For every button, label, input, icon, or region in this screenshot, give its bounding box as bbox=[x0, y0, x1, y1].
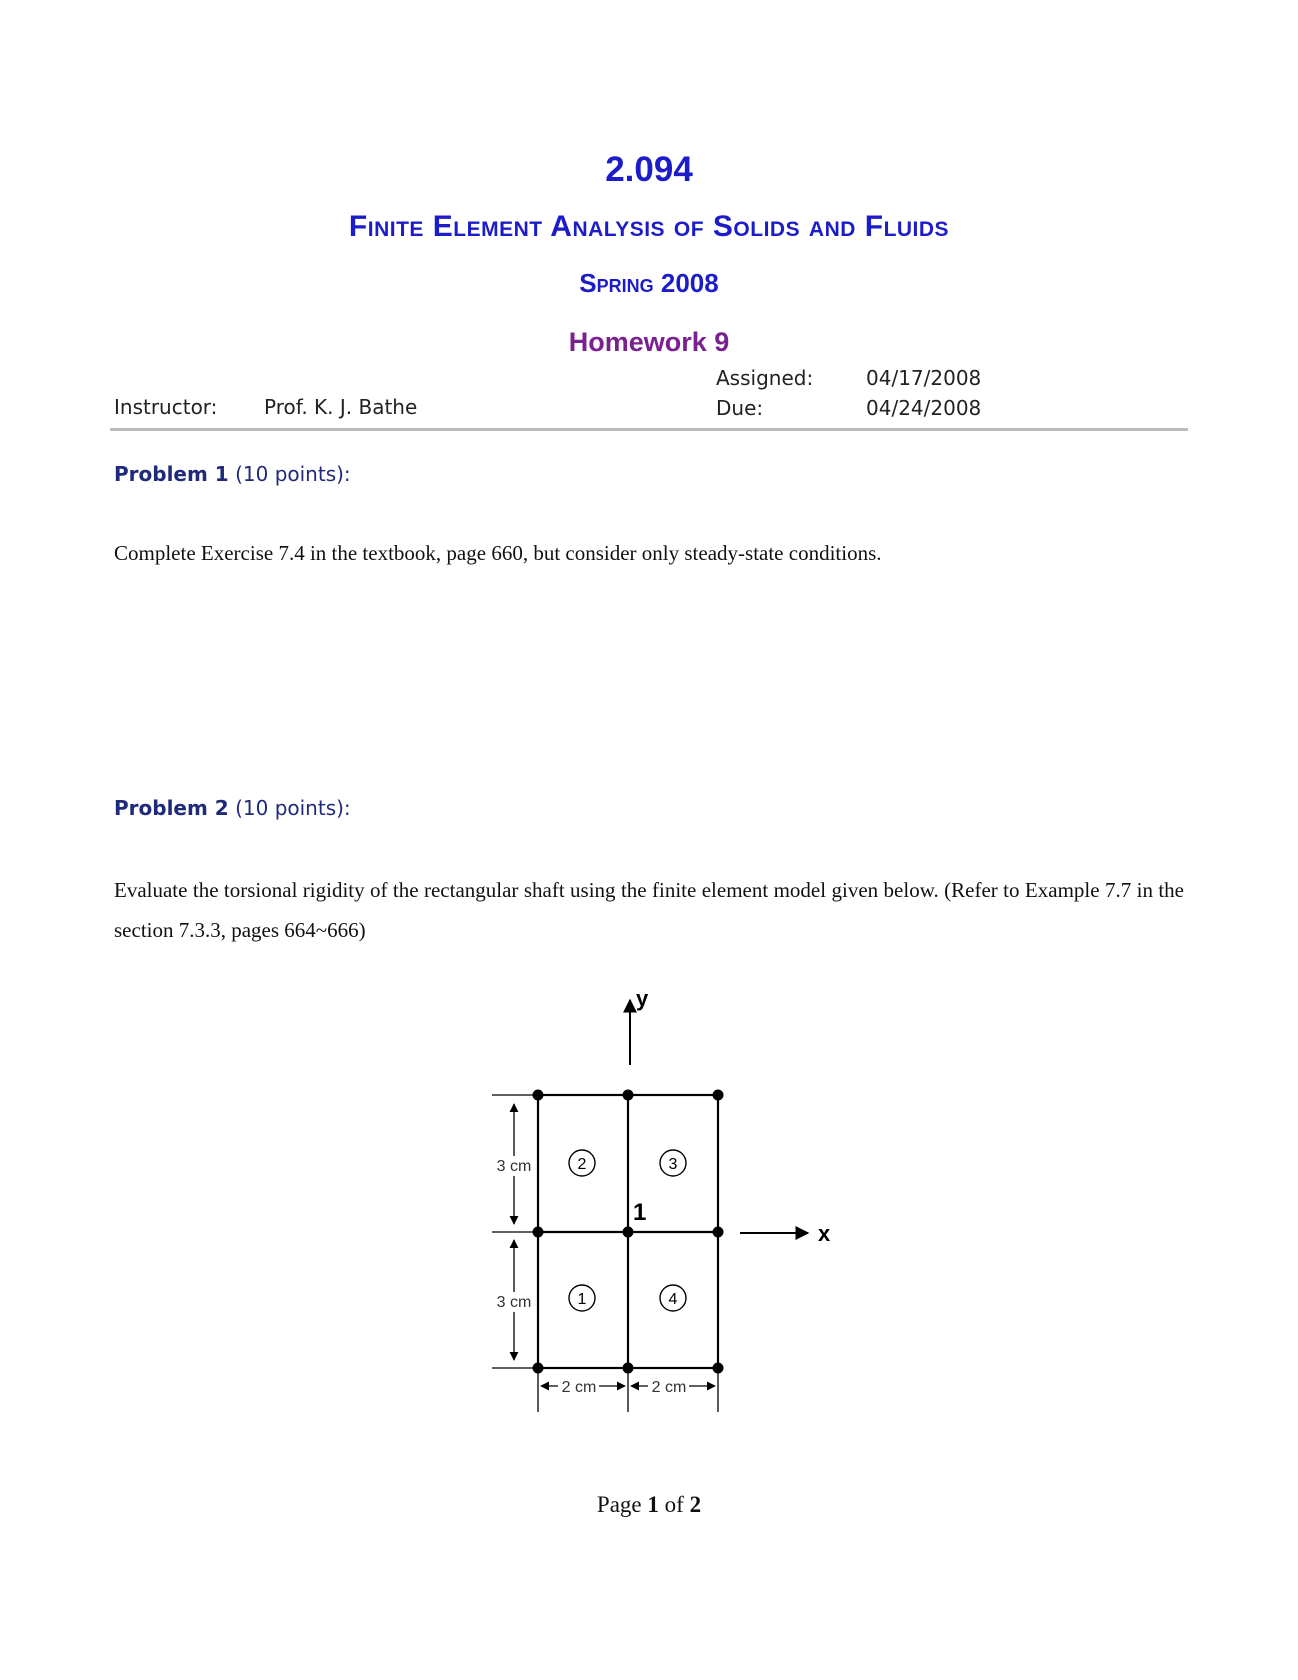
course-number: 2.094 bbox=[605, 150, 693, 189]
element-2-label: 2 bbox=[577, 1156, 587, 1173]
element-1-label: 1 bbox=[577, 1291, 587, 1308]
node bbox=[623, 1090, 634, 1101]
assigned-label: Assigned: bbox=[716, 366, 814, 390]
due-date: 04/24/2008 bbox=[866, 396, 982, 420]
problem-1-title: Problem 1 bbox=[114, 462, 229, 486]
dim-label-left: 2 cm bbox=[561, 1379, 597, 1396]
element-3-label: 3 bbox=[668, 1156, 678, 1173]
element-marker-2 bbox=[569, 1150, 595, 1176]
node bbox=[533, 1227, 544, 1238]
problem-2-points: (10 points): bbox=[235, 796, 351, 820]
node-1-label: 1 bbox=[633, 1199, 647, 1226]
page-number bbox=[0, 1492, 1298, 1518]
element-marker-1 bbox=[569, 1285, 595, 1311]
node bbox=[533, 1363, 544, 1374]
homework-title: Homework 9 bbox=[568, 327, 730, 357]
page-total: 2 bbox=[689, 1492, 702, 1517]
node bbox=[533, 1090, 544, 1101]
node bbox=[713, 1227, 724, 1238]
element-marker-4 bbox=[660, 1285, 686, 1311]
problem-2-text: Evaluate the torsional rigidity of the rectangular shaft using the finite element model given below. (Refer to Example 7.7 in the section 7.3.3, pages 664~666) bbox=[114, 878, 1184, 942]
problem-1-points: (10 points): bbox=[235, 462, 351, 486]
page-current: 1 bbox=[647, 1492, 659, 1517]
node bbox=[623, 1227, 634, 1238]
instructor-label: Instructor: bbox=[114, 395, 218, 419]
problem-2-title: Problem 2 bbox=[114, 796, 229, 820]
element-marker-3 bbox=[660, 1150, 686, 1176]
due-label: Due: bbox=[716, 396, 764, 420]
element-4-label: 4 bbox=[668, 1291, 678, 1308]
assigned-date: 04/17/2008 bbox=[866, 366, 982, 390]
of-word: of bbox=[664, 1492, 684, 1517]
dim-label-right: 2 cm bbox=[651, 1379, 687, 1396]
instructor-name: Prof. K. J. Bathe bbox=[264, 395, 418, 419]
node bbox=[713, 1363, 724, 1374]
node bbox=[623, 1363, 634, 1374]
problem-1-text: Complete Exercise 7.4 in the textbook, page 660, but consider only steady-state conditions. bbox=[114, 541, 882, 565]
term: Spring 2008 bbox=[579, 268, 719, 298]
dim-label-top: 3 cm bbox=[496, 1158, 532, 1175]
course-title: Finite Element Analysis of Solids and Fluids bbox=[348, 210, 950, 243]
dim-label-bottom: 3 cm bbox=[496, 1294, 532, 1311]
x-axis-label: x bbox=[818, 1221, 831, 1246]
page-word: Page bbox=[596, 1492, 642, 1517]
y-axis-label: y bbox=[636, 986, 649, 1011]
node bbox=[713, 1090, 724, 1101]
